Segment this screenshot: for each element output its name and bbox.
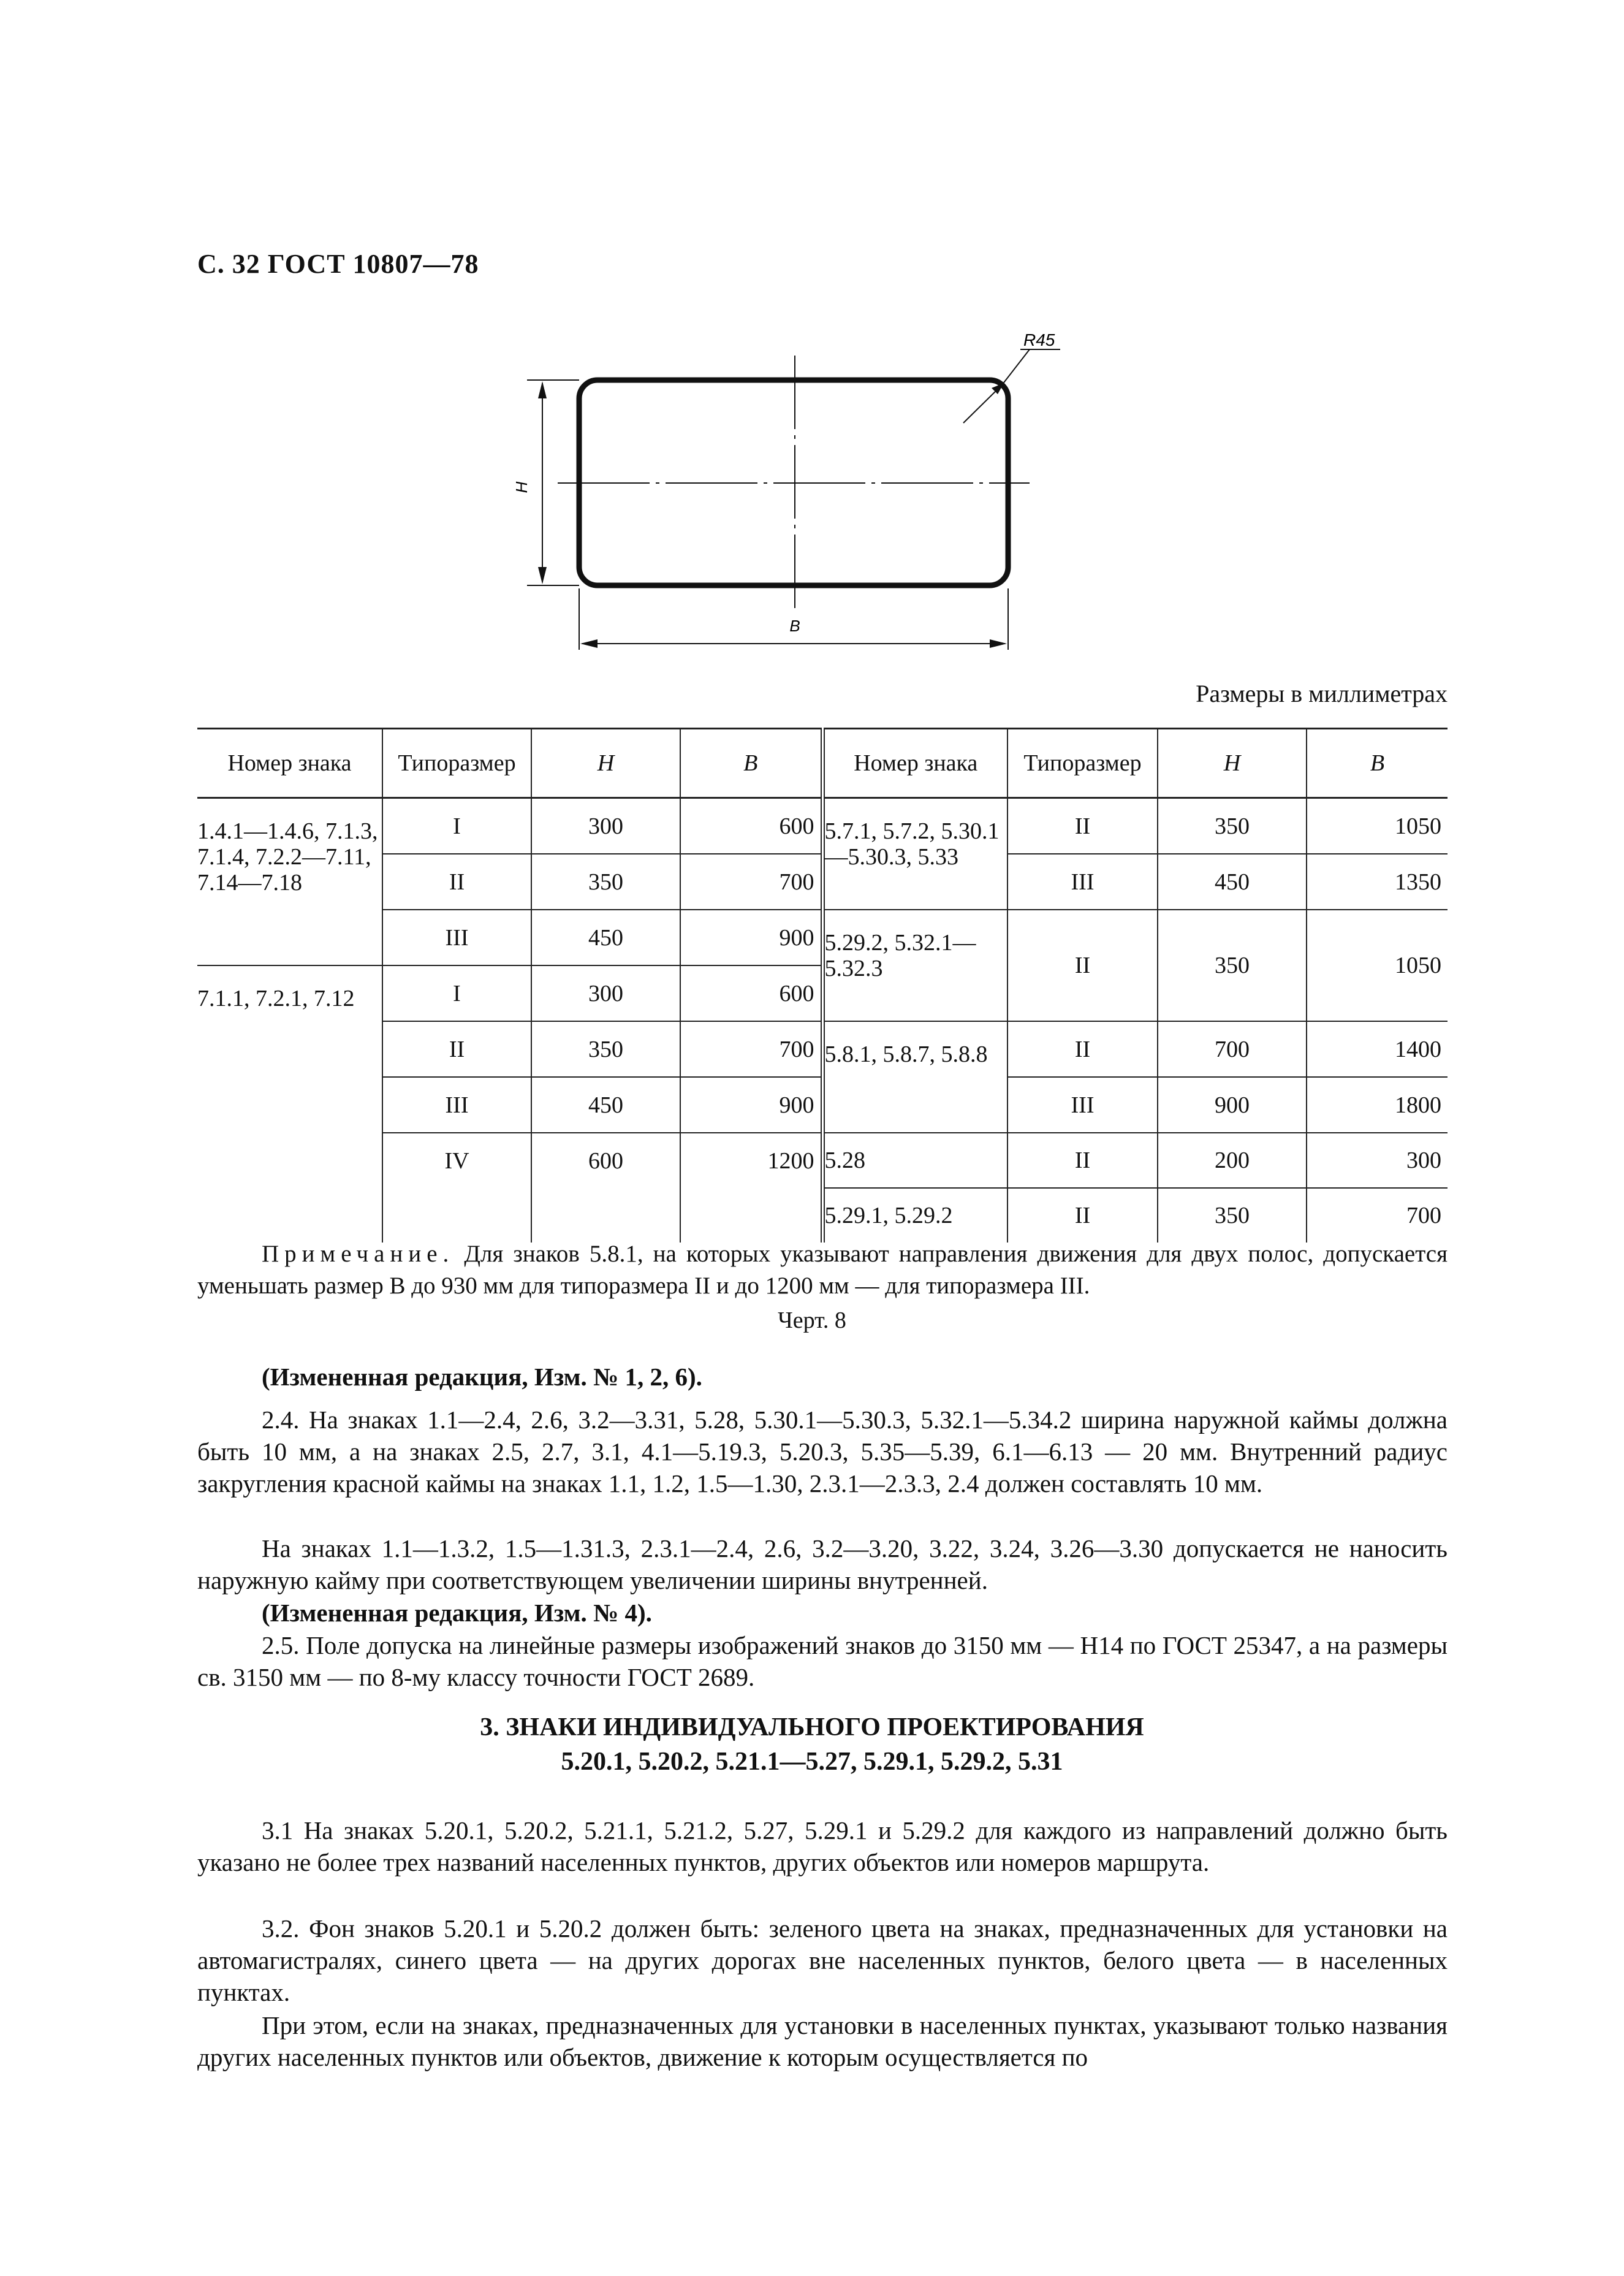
b-label: B: [789, 617, 800, 635]
h-cell: 600: [531, 1133, 680, 1188]
size-cell: II: [1007, 1021, 1158, 1077]
header-h-left: H: [531, 729, 680, 798]
empty-cell: [531, 1188, 680, 1243]
size-cell: II: [382, 854, 531, 910]
b-cell: 600: [680, 798, 822, 854]
sign-group-1: 1.4.1—1.4.6, 7.1.3, 7.1.4, 7.2.2—7.11, 7.14—7.18: [197, 798, 382, 966]
header-sign-right: Номер знака: [822, 729, 1007, 798]
size-cell: II: [1007, 1133, 1158, 1188]
paragraph-2-4: 2.4. На знаках 1.1—2.4, 2.6, 3.2—3.31, 5.28, 5.30.1—5.30.3, 5.32.1—5.34.2 ширина наружной каймы должна быть 10 мм, а на знаках 2.5, 2.7, 3.1, 4.1—5.19.3, 5.20.3, 5.35—5.39, 6.1—6.13 — 20 мм. Внутренний радиус закругления красной каймы на знаках 1.1, 1.2, 1.5—1.30, 2.3.1—2.3.3, 2.4 должен составлять 10 мм.: [197, 1406, 1448, 1498]
h-cell: 350: [1158, 1188, 1307, 1243]
b-cell: 900: [680, 1077, 822, 1133]
paragraph-3-2-b: При этом, если на знаках, предназначенных для установки в населенных пунктах, указывают только названия других населенных пунктов или объектов, движение к которым осуществляется по: [197, 2011, 1448, 2071]
table-row: [197, 1188, 1448, 1243]
b-cell: 1800: [1307, 1077, 1448, 1133]
table-row: [197, 1021, 1448, 1077]
sign-group-r1: 5.7.1, 5.7.2, 5.30.1—5.30.3, 5.33: [822, 798, 1007, 910]
page-header: С. 32 ГОСТ 10807—78: [197, 249, 479, 279]
amendment-note-1: (Измененная редакция, Изм. № 1, 2, 6).: [262, 1363, 702, 1391]
size-cell: II: [382, 1021, 531, 1077]
sign-group-2: 7.1.1, 7.2.1, 7.12: [197, 986, 355, 1011]
h-cell: 900: [1158, 1077, 1307, 1133]
section-title: 3. ЗНАКИ ИНДИВИДУАЛЬНОГО ПРОЕКТИРОВАНИЯ: [480, 1713, 1144, 1741]
size-cell: III: [382, 910, 531, 965]
h-cell: 450: [1158, 854, 1307, 910]
figure-caption: Черт. 8: [778, 1307, 846, 1333]
header-h-right: H: [1158, 729, 1307, 798]
b-cell: 700: [1307, 1188, 1448, 1243]
size-cell: III: [382, 1077, 531, 1133]
paragraph-3-2: 3.2. Фон знаков 5.20.1 и 5.20.2 должен быть: зеленого цвета на знаках, предназначенных для установки на автомагистралях, синего цвета — на других дорогах вне населенных пунктов, белого цвета — в населенных пунктах.: [197, 1914, 1448, 2006]
amendment-note-2: (Измененная редакция, Изм. № 4).: [262, 1599, 652, 1627]
size-cell: III: [1007, 1077, 1158, 1133]
paragraph-3-1: 3.1 На знаках 5.20.1, 5.20.2, 5.21.1, 5.21.2, 5.27, 5.29.1 и 5.29.2 для каждого из направлений должно быть указано не более трех названий населенных пунктов, других объектов или номеров маршрута.: [197, 1816, 1448, 1876]
units-note: Размеры в миллиметрах: [1196, 680, 1448, 707]
size-cell: I: [382, 798, 531, 854]
size-cell: III: [1007, 854, 1158, 910]
header-sign-left: Номер знака: [197, 729, 382, 798]
paragraph-2-4-b: На знаках 1.1—1.3.2, 1.5—1.31.3, 2.3.1—2.4, 2.6, 3.2—3.20, 3.22, 3.24, 3.26—3.30 допускается не наносить наружную кайму при соответствующем увеличении ширины внутренней.: [197, 1534, 1448, 1594]
sign-group-r5: 5.29.1, 5.29.2: [822, 1188, 1007, 1243]
header-b-left: B: [680, 729, 822, 798]
section-heading: [0, 1710, 1624, 1779]
b-cell: 300: [1307, 1133, 1448, 1188]
b-cell: 700: [680, 854, 822, 910]
b-cell: 600: [680, 965, 822, 1021]
note-label: Примечание.: [262, 1241, 455, 1267]
sign-group-r4: 5.28: [822, 1133, 1007, 1188]
h-cell: 450: [531, 1077, 680, 1133]
h-cell: 300: [531, 798, 680, 854]
sign-dimension-drawing: [490, 319, 1079, 662]
table-note: [197, 1238, 1448, 1302]
h-cell: 200: [1158, 1133, 1307, 1188]
empty-cell: [680, 1188, 822, 1243]
b-cell: 1350: [1307, 854, 1448, 910]
h-cell: 350: [531, 1021, 680, 1077]
size-cell: I: [382, 965, 531, 1021]
h-cell: 300: [531, 965, 680, 1021]
paragraph-2-5: 2.5. Поле допуска на линейные размеры изображений знаков до 3150 мм — H14 по ГОСТ 25347, а на размеры св. 3150 мм — по 8-му классу точности ГОСТ 2689.: [197, 1631, 1448, 1691]
table-row: [197, 798, 1448, 854]
note-text: Для знаков 5.8.1, на которых указывают направления движения для двух полос, допускается уменьшать размер B до 930 мм для типоразмера II и до 1200 мм — для типоразмера III.: [197, 1241, 1448, 1299]
size-cell: II: [1007, 910, 1158, 1021]
b-cell: 1200: [680, 1133, 822, 1188]
empty-cell: [197, 1188, 382, 1243]
h-label: H: [512, 481, 531, 493]
size-cell: II: [1007, 1188, 1158, 1243]
b-cell: 700: [680, 1021, 822, 1077]
radius-label: R45: [1023, 330, 1055, 349]
table-header-row: [197, 729, 1448, 798]
sign-group-r3: 5.8.1, 5.8.7, 5.8.8: [822, 1021, 1007, 1133]
size-cell: IV: [382, 1133, 531, 1188]
b-cell: 1400: [1307, 1021, 1448, 1077]
dimensions-table: [197, 728, 1448, 1243]
table-row: [197, 1133, 1448, 1188]
size-cell: II: [1007, 798, 1158, 854]
h-cell: 700: [1158, 1021, 1307, 1077]
h-cell: 350: [1158, 798, 1307, 854]
header-size-left: Типоразмер: [382, 729, 531, 798]
section-subtitle: 5.20.1, 5.20.2, 5.21.1—5.27, 5.29.1, 5.29.2, 5.31: [561, 1748, 1063, 1776]
h-cell: 350: [1158, 910, 1307, 1021]
sign-group-r2: 5.29.2, 5.32.1—5.32.3: [822, 910, 1007, 1021]
empty-cell: [382, 1188, 531, 1243]
header-size-right: Типоразмер: [1007, 729, 1158, 798]
table-row: [197, 910, 1448, 965]
b-cell: 1050: [1307, 798, 1448, 854]
header-b-right: B: [1307, 729, 1448, 798]
b-cell: 900: [680, 910, 822, 965]
h-cell: 350: [531, 854, 680, 910]
b-cell: 1050: [1307, 910, 1448, 1021]
h-cell: 450: [531, 910, 680, 965]
